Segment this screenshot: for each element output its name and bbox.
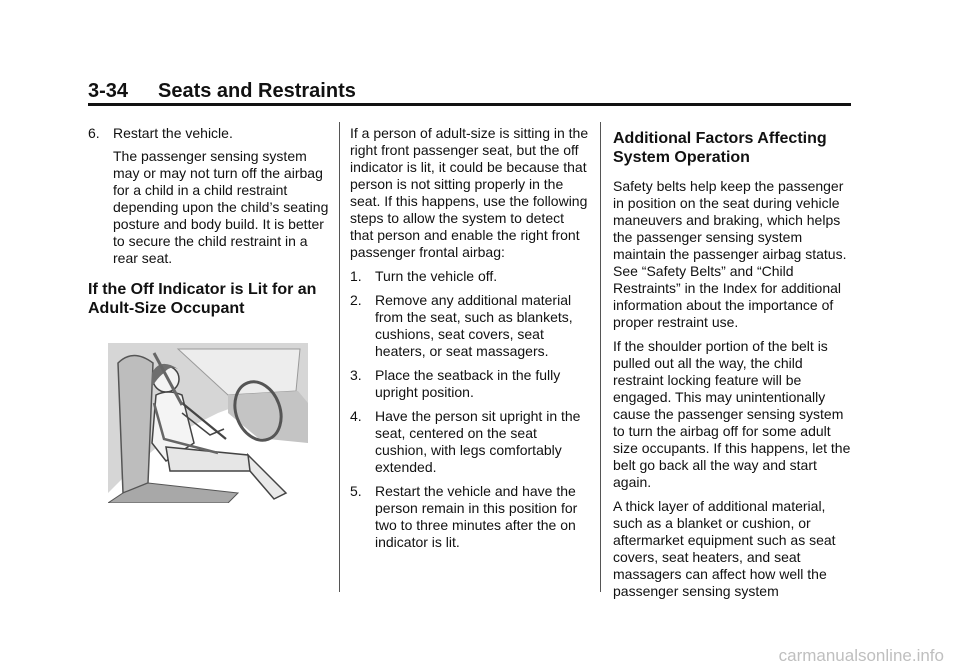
paragraph: If the shoulder portion of the belt is pulled out all the way, the child restraint locking feature will be engaged. This may unintentionally cause the passenger sensing system to turn the airbag off for some adult size occupants. If this happens, let the belt go back all the way and start again. bbox=[613, 338, 851, 490]
header-rule bbox=[88, 103, 851, 106]
page-title: Seats and Restraints bbox=[158, 80, 356, 102]
step-3 bbox=[350, 367, 590, 401]
paragraph: Safety belts help keep the passenger in position on the seat during vehicle maneuvers and braking, which helps the passenger sensing system maintain the passenger airbag status. See “Safety Belts” and “Child Restraints” in the Index for additional information about the importance of proper restraint use. bbox=[613, 178, 847, 330]
step-text: Place the seatback in the fully upright position. bbox=[375, 367, 561, 400]
step-1 bbox=[350, 268, 590, 285]
step-text: Turn the vehicle off. bbox=[375, 268, 498, 284]
step-5 bbox=[350, 483, 590, 551]
step-4 bbox=[350, 408, 590, 476]
column-3 bbox=[613, 125, 853, 600]
step-2 bbox=[350, 292, 590, 360]
step-number: 2. bbox=[350, 292, 362, 308]
step-6-note: The passenger sensing system may or may not turn off the airbag for a child in a child restraint depending upon the child’s seating posture and body build. It is better to secure the child restraint in a rear seat. bbox=[113, 148, 329, 266]
column-divider bbox=[600, 122, 601, 592]
intro-paragraph: If a person of adult-size is sitting in the right front passenger seat, but the off indicator is lit, it could be because that person is not sitting properly in the seat. If this happens, use the following steps to allow the system to detect that person and enable the right front passenger frontal airbag: bbox=[350, 125, 589, 260]
step-number: 4. bbox=[350, 408, 362, 424]
step-number: 5. bbox=[350, 483, 362, 499]
page-number: 3-34 bbox=[88, 80, 129, 102]
step-text: Restart the vehicle and have the person remain in this position for two to three minutes after the on indicator is lit. bbox=[375, 483, 578, 550]
step-6 bbox=[88, 125, 333, 142]
step-text: Have the person sit upright in the seat, centered on the seat cushion, with legs comfortably extended. bbox=[375, 408, 581, 475]
passenger-seated-illustration bbox=[108, 343, 308, 503]
step-text: Remove any additional material from the seat, such as blankets, cushions, seat covers, seat heaters, or seat massagers. bbox=[375, 292, 573, 359]
step-number: 3. bbox=[350, 367, 362, 383]
section-heading-additional-factors: Additional Factors Affecting System Operation bbox=[613, 130, 827, 166]
column-divider bbox=[339, 122, 340, 592]
column-2 bbox=[350, 125, 590, 551]
step-text: Restart the vehicle. bbox=[113, 125, 233, 141]
step-number: 1. bbox=[350, 268, 362, 284]
section-heading-off-indicator: If the Off Indicator is Lit for an Adult-Size Occupant bbox=[88, 281, 317, 317]
paragraph: A thick layer of additional material, such as a blanket or cushion, or aftermarket equipment such as seat covers, seat heaters, and seat massagers can affect how well the passenger sensing system bbox=[613, 498, 836, 599]
column-1 bbox=[88, 125, 333, 318]
step-number: 6. bbox=[88, 125, 100, 141]
watermark: carmanualsonline.info bbox=[778, 646, 944, 665]
